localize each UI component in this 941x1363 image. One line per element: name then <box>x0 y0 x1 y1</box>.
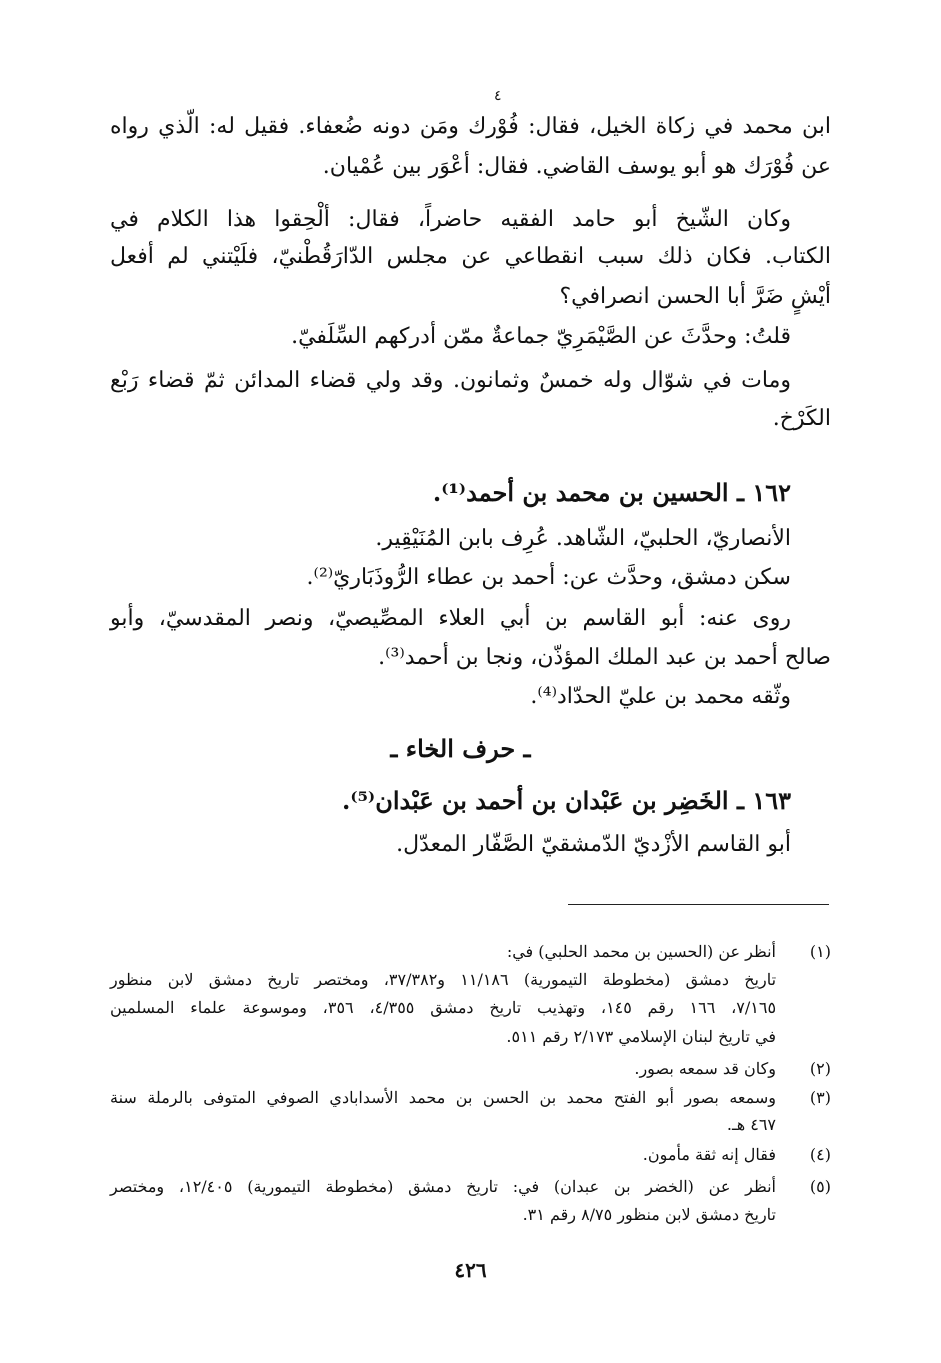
section-heading: ـ حرف الخاء ـ <box>390 734 531 763</box>
body-line: الكَرْخ. <box>772 406 831 431</box>
footnote-number: (٤) <box>809 1145 831 1164</box>
footnote-line: فقال إنه ثقة مأمون. <box>642 1145 776 1164</box>
footnote-line: في تاريخ لبنان الإسلامي ٢/١٧٣ رقم ٥١١. <box>506 1027 776 1046</box>
footnote-line: ٧/١٦٥، ١٦٦ رقم ١٤٥، وتهذيب تاريخ دمشق ٤/٣٥٥، ٣٥٦، وموسوعة علماء المسلمين <box>110 998 777 1017</box>
entry-line: وثّقه محمد بن عليّ الحدّاد⁽⁴⁾. <box>530 684 791 709</box>
body-line: ومات في شوّال وله خمسٌ وثمانون. وقد ولي قضاء المدائن ثمّ قضاء رَبْع <box>110 368 791 393</box>
entry-heading: ١٦٣ ـ الخَضِر بن عَبْدان بن أحمد بن عَبْدان⁽⁵⁾. <box>342 786 791 815</box>
page-marker: ٤ <box>494 88 502 104</box>
entry-line: أبو القاسم الأزْديّ الدّمشقيّ الصَّفّار المعدّل. <box>396 832 791 857</box>
page-number: ٤٢٦ <box>454 1258 487 1282</box>
footnote-line: وكان قد سمعه بصور. <box>634 1059 776 1078</box>
entry-line: صالح أحمد بن عبد الملك المؤذّن، ونجا بن أحمد⁽³⁾. <box>378 645 831 670</box>
entry-line: سكن دمشق، وحدَّث عن: أحمد بن عطاء الرُّوذَبَاريّ⁽²⁾. <box>306 565 791 590</box>
footnote-line: ٤٦٧ هـ. <box>726 1115 776 1134</box>
body-line: الكتاب. فكان ذلك سبب انقطاعي عن مجلس الدّارَقُطْنيّ، فلَيْتني لم أفعل <box>110 244 831 269</box>
footnote-line: وسمعه بصور أبو الفتح محمد بن الحسن بن محمد الأسدابادي الصوفي المتوفى بالرملة سنة <box>110 1088 776 1107</box>
footnote-line: تاريخ دمشق (مخطوطة التيمورية) ١١/١٨٦ و٣٧/٣٨٢، ومختصر تاريخ دمشق لابن منظور <box>110 970 777 989</box>
footnote-number: (١) <box>809 942 831 961</box>
body-line: ابن محمد في زكاة الخيل، فقال: فُوْرك ومَن دونه ضُعفاء. فقيل له: الّذي رواه <box>110 114 831 139</box>
body-line: عن فُوْرَك هو أبو يوسف القاضي. فقال: أعْوَر بين عُمْيان. <box>322 154 831 179</box>
footnote-divider <box>568 904 829 905</box>
body-line: قلتُ: وحدَّثَ عن الصَّيْمَرِيّ جماعةٌ ممّن أدركهم السِّلَفيّ. <box>291 324 791 349</box>
footnote-line: أنظر عن (الحسين بن محمد الحلبي) في: <box>506 942 776 961</box>
footnote-line: تاريخ دمشق لابن منظور ٨/٧٥ رقم ٣١. <box>522 1205 776 1224</box>
entry-line: روى عنه: أبو القاسم بن أبي العلاء المصِّيصيّ، ونصر المقدسيّ، وأبو <box>110 606 791 631</box>
entry-line: الأنصاريّ، الحلبيّ، الشّاهد. عُرِف بابن المُنَيْقِير. <box>375 526 791 551</box>
footnote-number: (٢) <box>809 1059 831 1078</box>
footnote-number: (٣) <box>809 1088 831 1107</box>
body-line: أيْشٍ ضَرَّ أبا الحسن انصرافي؟ <box>559 284 831 309</box>
footnote-number: (٥) <box>809 1177 831 1196</box>
footnote-line: أنظر عن (الخضر بن عبدان) في: تاريخ دمشق (مخطوطة التيمورية) ١٢/٤٠٥، ومختصر <box>110 1177 777 1196</box>
entry-heading: ١٦٢ ـ الحسين بن محمد بن أحمد⁽¹⁾. <box>432 478 791 507</box>
body-line: وكان الشّيخ أبو حامد الفقيه حاضراً، فقال: ألْحِقوا هذا الكلام في <box>110 207 791 232</box>
